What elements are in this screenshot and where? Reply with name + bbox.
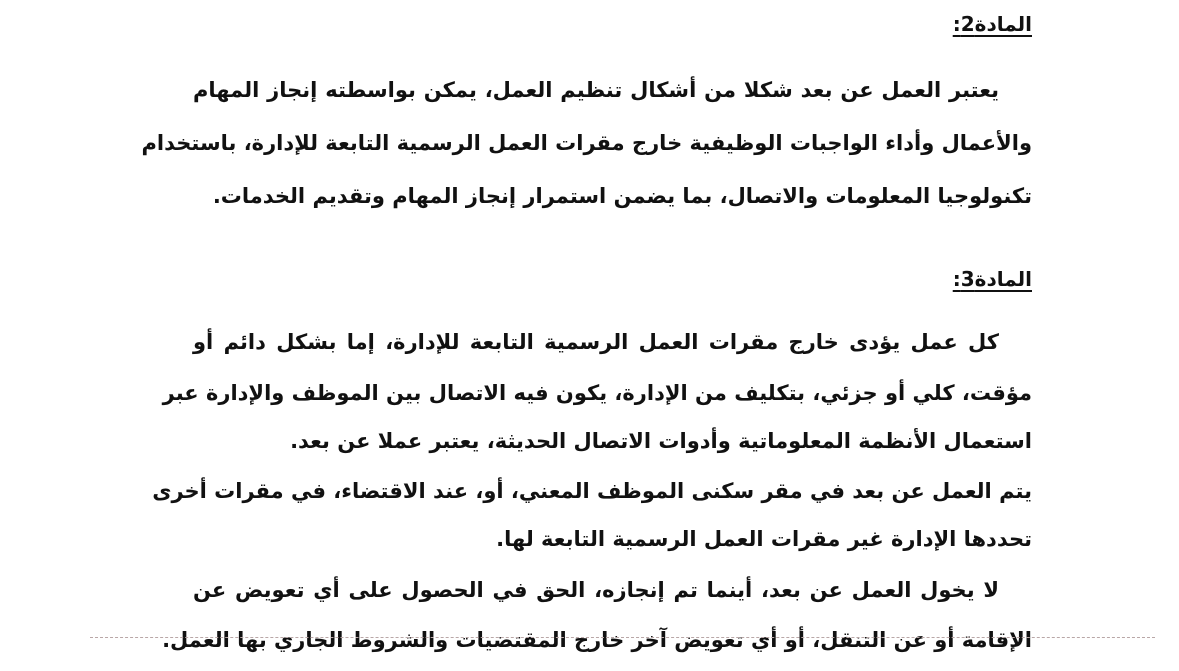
article-3-paragraph-3-line-1: لا يخول العمل عن بعد، أينما تم إنجازه، الحق في الحصول على أي تعويض عن [193, 578, 999, 602]
scan-cut-line [90, 637, 1155, 638]
article-2-line-2: والأعمال وأداء الواجبات الوظيفية خارج مقرات العمل الرسمية التابعة للإدارة، باستخدام [141, 131, 1032, 155]
article-3-paragraph-2-line-1: يتم العمل عن بعد في مقر سكنى الموظف المعني، أو، عند الاقتضاء، في مقرات أخرى [152, 479, 1032, 503]
article-2-line-1: يعتبر العمل عن بعد شكلا من أشكال تنظيم العمل، يمكن بواسطته إنجاز المهام [193, 78, 999, 102]
article-3-paragraph-2-line-2: تحددها الإدارة غير مقرات العمل الرسمية التابعة لها. [496, 527, 1032, 551]
article-2-line-3: تكنولوجيا المعلومات والاتصال، بما يضمن استمرار إنجاز المهام وتقديم الخدمات. [212, 184, 1032, 208]
article-2-heading: المادة2: [952, 12, 1032, 36]
article-3-heading: المادة3: [952, 267, 1032, 291]
article-3-line-1: كل عمل يؤدى خارج مقرات العمل الرسمية التابعة للإدارة، إما بشكل دائم أو [193, 330, 999, 354]
article-3-paragraph-3-line-2: الإقامة أو عن التنقل، أو أي تعويض آخر خارج المقتضيات والشروط الجاري بها العمل. [162, 628, 1032, 652]
article-3-line-3: استعمال الأنظمة المعلوماتية وأدوات الاتصال الحديثة، يعتبر عملا عن بعد. [290, 429, 1032, 453]
article-3-line-2: مؤقت، كلي أو جزئي، بتكليف من الإدارة، يكون فيه الاتصال بين الموظف والإدارة عبر [162, 381, 1032, 405]
